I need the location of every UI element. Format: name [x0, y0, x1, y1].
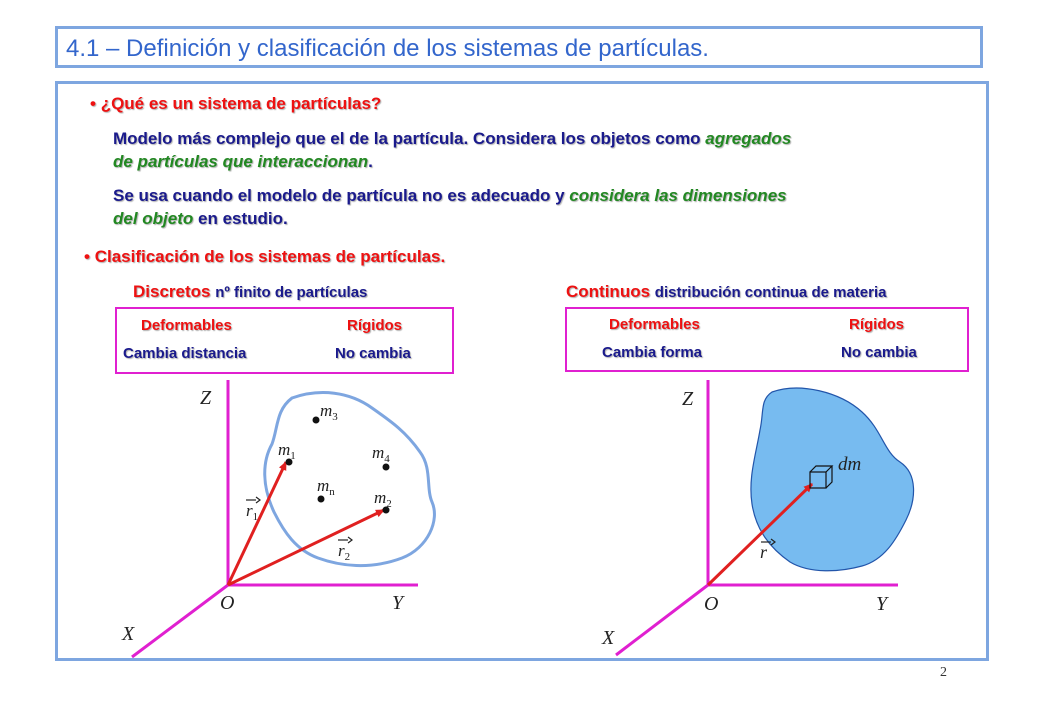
discretos-title: Discretos [133, 282, 211, 301]
discretos-rigidos-value: No cambia [335, 345, 411, 362]
discrete-origin-label: O [220, 592, 235, 614]
discretos-subtitle: nº finito de partículas [215, 284, 368, 301]
continuous-axis-x-label: X [602, 627, 615, 649]
slide-title: 4.1 – Definición y clasificación de los sistemas de partículas. [66, 35, 709, 62]
continuos-deformables-label: Deformables [609, 316, 700, 333]
label-m1: $m_1$ [278, 440, 296, 462]
paragraph-2-emphasis-2: del objeto [113, 209, 194, 228]
paragraph-1-emphasis-2: de partículas que interaccionan [113, 152, 369, 171]
continuos-subtitle: distribución continua de materia [654, 284, 887, 301]
discretos-deformables-value: Cambia distancia [123, 345, 247, 362]
question-text: ¿Qué es un sistema de partículas? [100, 94, 382, 113]
page-number: 2 [940, 665, 947, 680]
discretos-deformables-label: Deformables [141, 317, 232, 334]
continuos-rigidos-label: Rígidos [849, 316, 904, 333]
label-r1-arrowhead [256, 497, 260, 503]
discrete-axis-z-label: Z [200, 387, 212, 409]
label-r1: $r_1$ [246, 501, 259, 523]
particle-mn [318, 496, 325, 503]
discrete-body-outline [265, 393, 435, 566]
continuous-origin-label: O [704, 593, 719, 615]
paragraph-1-text: Modelo más complejo que el de la partícula. Considera los objetos como [113, 129, 706, 148]
continuos-deformables-value: Cambia forma [602, 344, 703, 361]
discrete-axis-y-label: Y [392, 592, 404, 614]
discrete-axis-x-label: X [122, 623, 135, 645]
label-r2-arrowhead [348, 537, 352, 543]
continuous-axis-z-label: Z [682, 388, 694, 410]
paragraph-2-emphasis: considera las dimensiones [569, 186, 787, 205]
dm-label: dm [838, 454, 862, 475]
paragraph-2-end: en estudio. [193, 209, 288, 228]
x-axis-line-continuous [616, 585, 708, 655]
r2-vector [228, 510, 384, 585]
r1-vector [228, 462, 286, 585]
label-m4: $m_4$ [372, 443, 390, 465]
label-m3: $m_3$ [320, 401, 338, 423]
paragraph-2-text: Se usa cuando el modelo de partícula no es adecuado y [113, 186, 570, 205]
question-bullet: • ¿Qué es un sistema de partículas? [90, 94, 382, 113]
continuos-rigidos-value: No cambia [841, 344, 917, 361]
label-r-continuous: r [760, 542, 768, 562]
discretos-rigidos-label: Rígidos [347, 317, 402, 334]
particle-m3 [313, 417, 320, 424]
paragraph-1-end: . [368, 152, 373, 171]
paragraph-1-emphasis: agregados [705, 129, 792, 148]
classification-heading: Clasificación de los sistemas de partículas. [94, 247, 446, 266]
classification-bullet: • Clasificación de los sistemas de partículas. [84, 247, 446, 266]
label-m2: $m_2$ [374, 488, 392, 510]
continuos-title: Continuos [566, 282, 651, 301]
label-r2: $r_2$ [338, 541, 351, 563]
x-axis-line [132, 585, 228, 657]
label-mn: $m_n$ [317, 476, 335, 498]
continuous-axis-y-label: Y [876, 593, 888, 615]
